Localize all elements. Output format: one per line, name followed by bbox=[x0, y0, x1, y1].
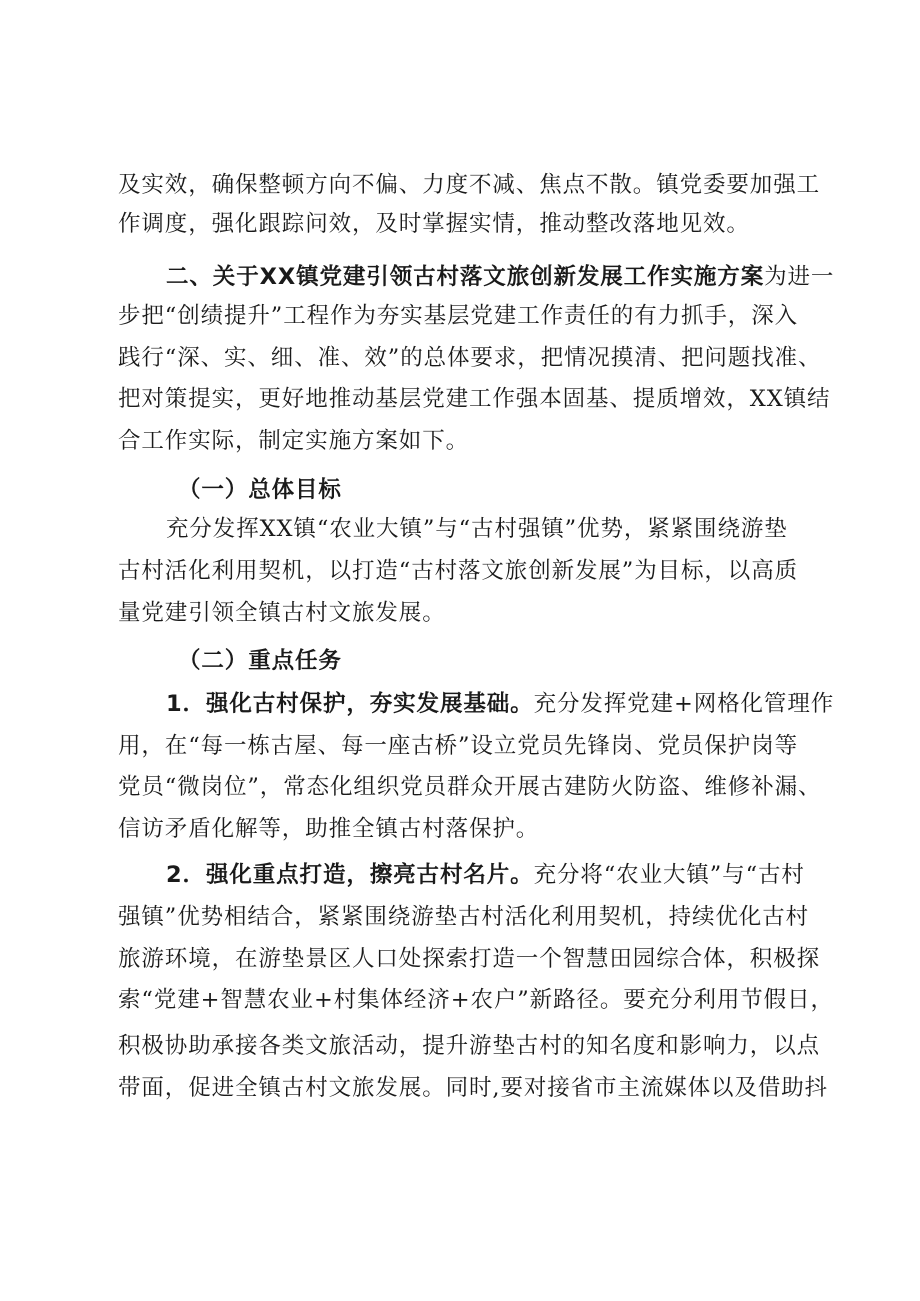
paragraph-line: 党员“微岗位”，常态化组织党员群众开展古建防火防盗、维修补漏、 bbox=[118, 774, 822, 800]
paragraph-line: 积极协助承接各类文旅活动，提升游垫古村的知名度和影响力，以点 bbox=[118, 1033, 821, 1059]
paragraph-line: 旅游环境，在游垫景区人口处探索打造一个智慧田园综合体，积极探 bbox=[118, 946, 821, 972]
list-item-line bbox=[166, 860, 866, 890]
paragraph-line: 及实效，确保整顿方向不偏、力度不减、焦点不散。镇党委要加强工 bbox=[118, 172, 821, 198]
list-item-title: 2．强化重点打造，擦亮古村名片。 bbox=[166, 862, 534, 888]
subsection-heading: （一）总体目标 bbox=[178, 477, 342, 503]
paragraph-line: 索“党建+智慧农业+村集体经济+农户”新路径。要充分利用节假日， bbox=[118, 987, 834, 1013]
subsection-heading: （二）重点任务 bbox=[178, 648, 342, 674]
paragraph-line: 把对策提实，更好地推动基层党建工作强本固基、提质增效，XX镇结 bbox=[118, 386, 831, 412]
list-item-line bbox=[166, 689, 866, 719]
paragraph-line: 强镇”优势相结合，紧紧围绕游垫古村活化利用契机，持续优化古村 bbox=[118, 904, 810, 930]
paragraph-line: 量党建引领全镇古村文旅发展。 bbox=[118, 600, 446, 626]
section-heading: 二、关于XX镇党建引领古村落文旅创新发展工作实施方案 bbox=[166, 264, 765, 290]
paragraph-text: 充分将“农业大镇”与“古村 bbox=[533, 862, 805, 888]
paragraph-line: 作调度，强化跟踪问效，及时掌握实情，推动整改落地见效。 bbox=[118, 211, 750, 237]
paragraph-text: 充分发挥党建+网格化管理作 bbox=[533, 691, 835, 717]
paragraph-text: 为进一 bbox=[764, 264, 835, 290]
paragraph-line: 合工作实际，制定实施方案如下。 bbox=[118, 428, 470, 454]
paragraph-line: 践行“深、实、细、准、效”的总体要求，把情况摸清、把问题找准、 bbox=[118, 345, 822, 371]
section-heading-line bbox=[166, 262, 866, 292]
paragraph-line: 充分发挥XX镇“农业大镇”与“古村强镇”优势，紧紧围绕游垫 bbox=[166, 516, 788, 542]
paragraph-line: 带面，促进全镇古村文旅发展。同时,要对接省市主流媒体以及借助抖 bbox=[118, 1075, 829, 1101]
paragraph-line: 信访矛盾化解等，助推全镇古村落保护。 bbox=[118, 816, 540, 842]
list-item-title: 1．强化古村保护，夯实发展基础。 bbox=[166, 691, 534, 717]
paragraph-line: 用，在“每一栋古屋、每一座古桥”设立党员先锋岗、党员保护岗等 bbox=[118, 733, 799, 759]
paragraph-line: 古村活化利用契机，以打造“古村落文旅创新发展”为目标，以高质 bbox=[118, 558, 799, 584]
paragraph-line: 步把“创绩提升”工程作为夯实基层党建工作责任的有力抓手，深入 bbox=[118, 303, 799, 329]
